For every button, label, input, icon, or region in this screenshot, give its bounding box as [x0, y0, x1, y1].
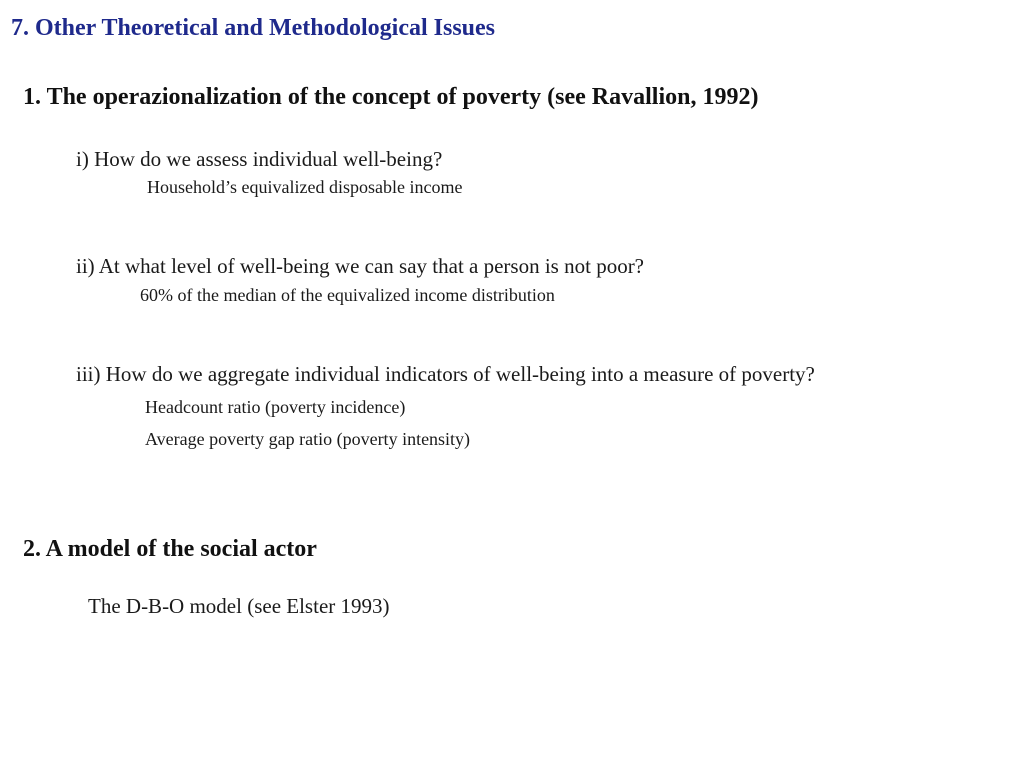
question-2: ii) At what level of well-being we can say that a person is not poor?	[76, 254, 645, 278]
answer-3a: Headcount ratio (poverty incidence)	[145, 397, 406, 417]
question-3: iii) How do we aggregate individual indicators of well-being into a measure of poverty?	[76, 362, 815, 386]
answer-3b: Average poverty gap ratio (poverty intensity)	[145, 429, 471, 449]
section-2-heading: 2. A model of the social actor	[23, 536, 317, 562]
answer-2: 60% of the median of the equivalized income distribution	[140, 285, 555, 305]
slide-title: 7. Other Theoretical and Methodological Issues	[11, 15, 496, 41]
section-1-heading: 1. The operazionalization of the concept of poverty (see Ravallion, 1992)	[23, 84, 759, 110]
answer-1: Household’s equivalized disposable income	[147, 177, 463, 197]
model-text: The D-B-O model (see Elster 1993)	[88, 594, 390, 618]
question-1: i) How do we assess individual well-being?	[76, 147, 443, 171]
